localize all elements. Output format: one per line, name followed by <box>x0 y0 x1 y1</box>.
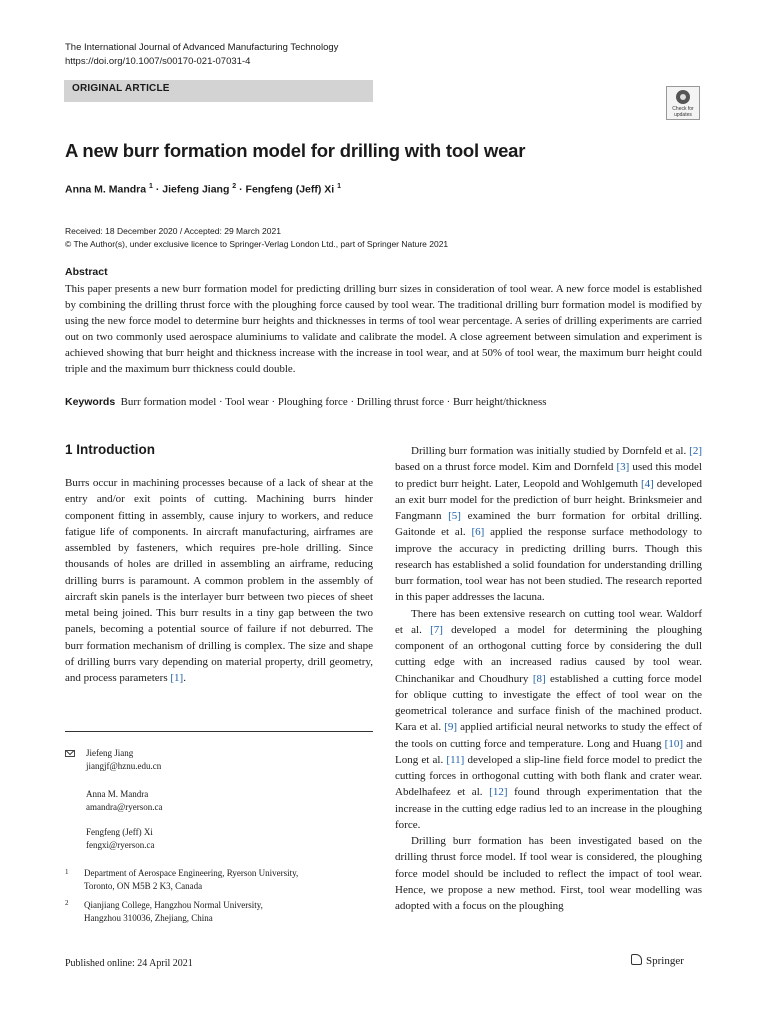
affiliation-line: Hangzhou 310036, Zhejiang, China <box>84 913 213 923</box>
author-affiliation-mark: 2 <box>232 183 237 190</box>
paragraph: Drilling burr formation has been investigated based on the drilling thrust force model. If tool wear is considered, the ploughing force model should be included to reflect the impact of tool wear. Hence, we propose a new method. First, tool wear modelling was adopted with a focus on the ploughing <box>395 835 702 912</box>
citation-link[interactable]: [3] <box>616 461 630 474</box>
citation-link[interactable]: [8] <box>532 672 546 685</box>
affiliation-number: 1 <box>65 868 69 876</box>
published-date: Published online: 24 April 2021 <box>65 958 193 969</box>
citation-link[interactable]: [6] <box>471 526 485 539</box>
contact-entry <box>86 747 161 773</box>
citation-link[interactable]: [11] <box>446 753 465 766</box>
check-for-updates-button[interactable] <box>666 86 700 120</box>
footnote-divider <box>65 731 373 732</box>
left-column <box>65 475 373 686</box>
journal-header <box>65 41 338 69</box>
right-column <box>395 443 702 914</box>
citation-link[interactable]: [12] <box>489 786 508 799</box>
copyright-notice: © The Author(s), under exclusive licence to Springer-Verlag London Ltd., part of Springer Nature 2021 <box>65 239 449 249</box>
received-accepted-dates: Received: 18 December 2020 / Accepted: 29 March 2021 <box>65 226 281 236</box>
publisher-name: Springer <box>646 955 684 967</box>
contact-name: Fengfeng (Jeff) Xi <box>86 827 153 837</box>
paragraph: Drilling burr formation was initially studied by Dornfeld et al. [2] based on a thrust force model. Kim and Dornfeld [3] used this model to predict burr height. Later, Leopold and Wohlgemuth [4] developed an exit burr model for the prediction of burr height. Brinksmeier and Fangmann [5] examined the burr formation for orbital drilling. Gaitonde et al. [6] applied the response surface methodology to improve the accuracy in predicting drilling burrs. Though this research has established a solid foundation for understanding drilling burr formation, tool wear has not been studied. The research reported in this paper addresses the lacuna. <box>395 445 703 604</box>
contact-name: Jiefeng Jiang <box>86 748 134 758</box>
affiliation <box>84 867 298 893</box>
springer-horse-icon <box>631 954 642 965</box>
contact-email[interactable]: fengxi@ryerson.ca <box>86 840 155 850</box>
author-name[interactable]: Fengfeng (Jeff) Xi <box>245 183 335 196</box>
author-name[interactable]: Anna M. Mandra <box>65 183 147 196</box>
author-separator: · <box>152 183 163 196</box>
paragraph: There has been extensive research on cutting tool wear. Waldorf et al. [7] developed a model for determining the ploughing component of an orthogonal cutting force by considering the dull cutting edge with an increased radius caused by tool wear. Chinchanikar and Choudhury [8] established a cutting force model for oblique cutting to investigate the effect of tool wear on the geometrical tolerance and surface finish of the machined product. Kara et al. [9] applied artificial neural networks to study the effect of the tools on cutting force and temperature. Long and Huang [10] and Long et al. [11] developed a slip-line field force model to predict the cutting forces in orthogonal cutting with both flank and crater wear. Abdelhafeez et al. [12] found through experimentation that the increase in the cutting edge radius led to an increase in the ploughing force. <box>395 607 703 831</box>
paragraph: Burrs occur in machining processes because of a lack of shear at the entry and/or exit points of cutting. Machining burrs hinder component fitting in assembly, cause injury to workers, and reduce fatigue life of components. In aircraft manufacturing, airframes are assembled by fasteners, which requires pre-hole drilling. Since thousands of holes are drilled in assembling an airframe, reducing drilling burrs is paramount. A common problem in the assembly of aircraft skin panels is the interlayer burr between two pieces of sheet metal being joined. This burr results in a tiny gap between the two panels, becoming a potential source of failure if not deburred. The burr formation mechanism of drilling is complex. The size and shape of drilling burrs vary depending on material property, drill geometry, and process parameters [1]. <box>65 477 373 684</box>
article-type-badge: ORIGINAL ARTICLE <box>64 80 373 102</box>
affiliation-line: Toronto, ON M5B 2 K3, Canada <box>84 881 203 891</box>
publisher-logo[interactable] <box>631 954 684 967</box>
citation-link[interactable]: [7] <box>430 623 443 636</box>
envelope-icon <box>65 750 75 757</box>
affiliation-number: 2 <box>65 899 69 907</box>
author-separator: · <box>236 183 246 196</box>
contact-email[interactable]: jiangjf@hznu.edu.cn <box>86 761 162 771</box>
author-list <box>65 183 341 196</box>
citation-link[interactable]: [4] <box>640 477 654 490</box>
contact-entry <box>86 788 163 814</box>
affiliation <box>84 899 263 925</box>
keywords <box>65 396 546 408</box>
contact-name: Anna M. Mandra <box>86 789 149 799</box>
keywords-label: Keywords <box>65 396 116 408</box>
check-updates-label: Check for updates <box>672 106 694 118</box>
affiliation-line: Department of Aerospace Engineering, Ryerson University, <box>84 868 299 878</box>
doi-link[interactable]: https://doi.org/10.1007/s00170-021-07031-4 <box>65 56 251 67</box>
article-title: A new burr formation model for drilling with tool wear <box>65 140 526 161</box>
abstract-heading: Abstract <box>65 266 108 278</box>
citation-link[interactable]: [1] <box>170 672 184 684</box>
author-affiliation-mark: 1 <box>337 183 342 190</box>
keywords-list: Burr formation model · Tool wear · Ploughing force · Drilling thrust force · Burr height/thickness <box>120 396 547 408</box>
contact-email[interactable]: amandra@ryerson.ca <box>86 802 163 812</box>
abstract-text: This paper presents a new burr formation model for predicting drilling burr sizes in consideration of tool wear. A new force model is established by combining the drilling thrust force with the ploughing force caused by tool wear. The traditional drilling burr formation model is modified by using the new force model to determine burr heights and thicknesses in terms of tool wear percentage. A series of drilling experiments are carried out on two commonly used aerospace aluminiums to validate and calibrate the model. A close agreement between simulation and experiment is achieved showing that burr height and thickness increase with the increase in tool wear, and at 50% of tool wear, the maximum burr height could triple and the maximum burr thickness could double. <box>65 283 702 375</box>
section-heading: 1 Introduction <box>65 442 155 457</box>
journal-name: The International Journal of Advanced Manufacturing Technology <box>65 42 339 53</box>
author-affiliation-mark: 1 <box>149 183 153 190</box>
check-updates-icon <box>676 90 690 104</box>
citation-link[interactable]: [2] <box>689 445 702 457</box>
contact-entry <box>86 826 155 852</box>
citation-link[interactable]: [9] <box>444 721 458 734</box>
author-name[interactable]: Jiefeng Jiang <box>162 183 230 196</box>
affiliation-line: Qianjiang College, Hangzhou Normal University, <box>84 900 263 910</box>
citation-link[interactable]: [5] <box>448 510 461 522</box>
citation-link[interactable]: [10] <box>664 737 683 750</box>
